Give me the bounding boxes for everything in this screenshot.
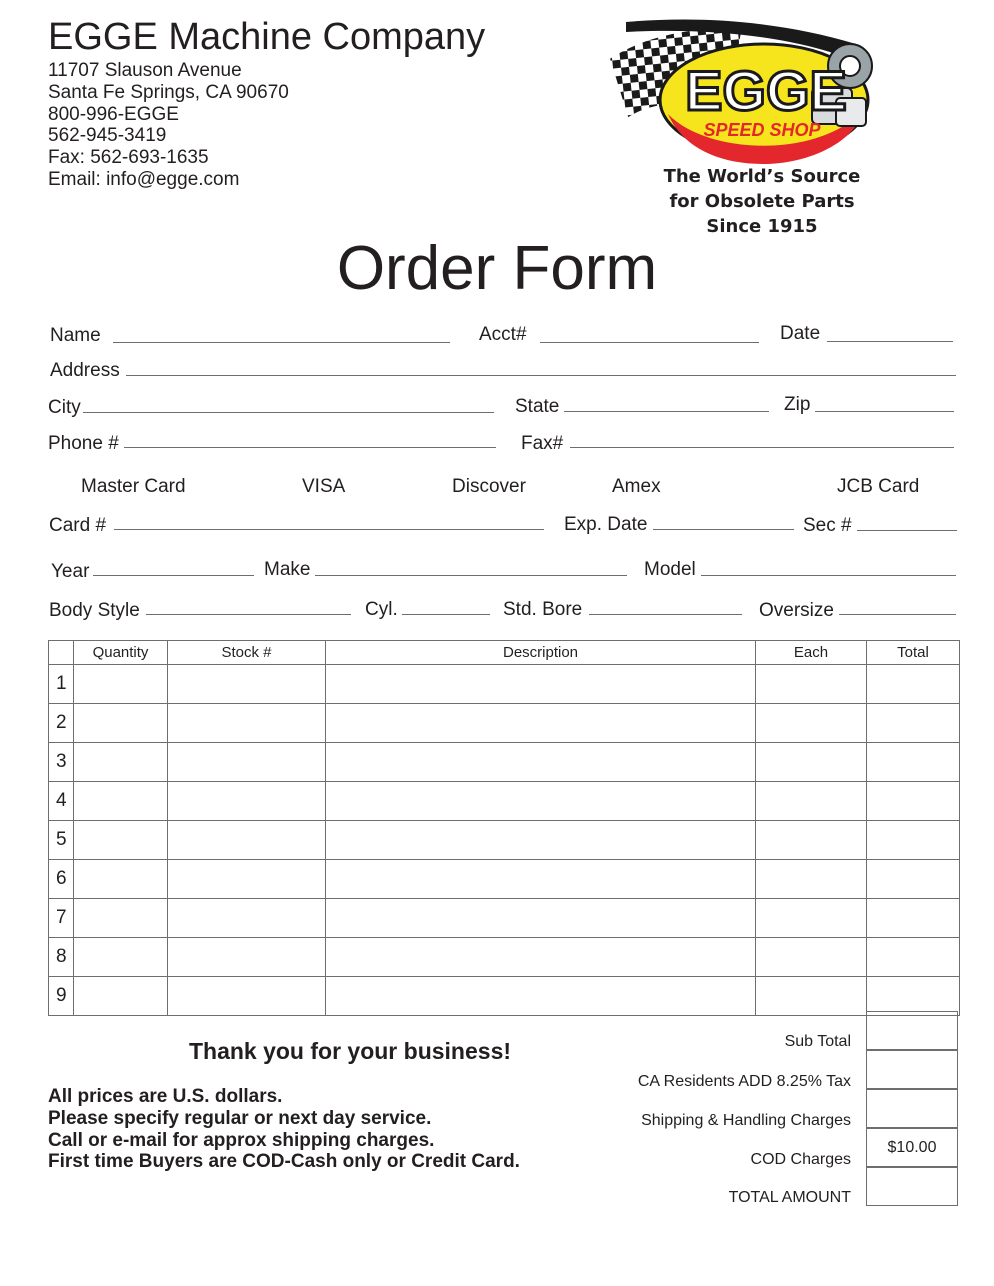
date-label: Date xyxy=(780,323,821,344)
logo-graphic xyxy=(606,14,896,246)
table-row xyxy=(49,782,960,821)
page-title: Order Form xyxy=(336,234,658,303)
exp-date-field[interactable] xyxy=(653,529,794,530)
phone-line: 800-996-EGGE xyxy=(48,103,179,125)
quantity-cell[interactable] xyxy=(74,743,168,782)
city-label: City xyxy=(48,397,81,418)
quantity-cell[interactable] xyxy=(74,899,168,938)
description-cell[interactable] xyxy=(326,938,756,977)
body-style-field[interactable] xyxy=(146,614,351,615)
fax-label: Fax# xyxy=(521,433,564,454)
card-number-label: Card # xyxy=(49,515,107,536)
stock-number-cell[interactable] xyxy=(168,704,326,743)
zip-label: Zip xyxy=(784,394,811,415)
description-cell[interactable] xyxy=(326,665,756,704)
each-cell[interactable] xyxy=(756,899,867,938)
each-cell[interactable] xyxy=(756,665,867,704)
row-number: 7 xyxy=(49,899,74,938)
row-number: 2 xyxy=(49,704,74,743)
row-number: 4 xyxy=(49,782,74,821)
order-notes xyxy=(48,1086,520,1173)
col-header-description: Description xyxy=(326,641,756,665)
note-line: All prices are U.S. dollars. xyxy=(48,1086,283,1107)
name-field[interactable] xyxy=(113,342,450,343)
logo-tagline-3: Since 1915 xyxy=(706,216,818,237)
company-name: EGGE Machine Company xyxy=(48,16,486,58)
description-cell[interactable] xyxy=(326,977,756,1016)
total-cell[interactable] xyxy=(867,977,960,1016)
table-row xyxy=(49,899,960,938)
note-line: Please specify regular or next day service. xyxy=(48,1107,432,1129)
city-field[interactable] xyxy=(83,412,494,413)
address-line: Santa Fe Springs, CA 90670 xyxy=(48,81,289,103)
table-row xyxy=(49,860,960,899)
each-cell[interactable] xyxy=(756,860,867,899)
total-cell[interactable] xyxy=(867,860,960,899)
col-header-stock-number: Stock # xyxy=(168,641,326,665)
quantity-cell[interactable] xyxy=(74,860,168,899)
make-field[interactable] xyxy=(315,575,627,576)
tax-field[interactable] xyxy=(866,1050,958,1089)
total-cell[interactable] xyxy=(867,821,960,860)
exp-date-label: Exp. Date xyxy=(564,514,648,535)
phone-label: Phone # xyxy=(48,433,119,454)
col-header-total: Total xyxy=(867,641,960,665)
year-field[interactable] xyxy=(93,575,254,576)
stock-number-cell[interactable] xyxy=(168,977,326,1016)
col-header-quantity: Quantity xyxy=(74,641,168,665)
row-number: 1 xyxy=(49,665,74,704)
cyl-label: Cyl. xyxy=(365,599,398,620)
sec-number-label: Sec # xyxy=(803,515,852,536)
note-line: First time Buyers are COD-Cash only or Credit Card. xyxy=(48,1151,520,1173)
order-items-table xyxy=(48,640,960,1016)
table-row xyxy=(49,977,960,1016)
logo-brand-text: EGGE xyxy=(685,59,847,122)
row-number: 5 xyxy=(49,821,74,860)
stock-number-cell[interactable] xyxy=(168,860,326,899)
quantity-cell[interactable] xyxy=(74,782,168,821)
card-option-visa[interactable]: VISA xyxy=(302,476,346,497)
fax-line: Fax: 562-693-1635 xyxy=(48,147,209,169)
stock-number-cell[interactable] xyxy=(168,821,326,860)
name-label: Name xyxy=(50,325,101,346)
description-cell[interactable] xyxy=(326,821,756,860)
each-cell[interactable] xyxy=(756,743,867,782)
table-row xyxy=(49,743,960,782)
row-number: 9 xyxy=(49,977,74,1016)
email-line: Email: info@egge.com xyxy=(48,168,240,190)
total-cell[interactable] xyxy=(867,782,960,821)
address-label: Address xyxy=(50,360,120,381)
stock-number-cell[interactable] xyxy=(168,938,326,977)
description-cell[interactable] xyxy=(326,782,756,821)
fax-field[interactable] xyxy=(570,447,954,448)
oversize-field[interactable] xyxy=(839,614,956,615)
quantity-cell[interactable] xyxy=(74,938,168,977)
description-cell[interactable] xyxy=(326,860,756,899)
logo-tagline-2: for Obsolete Parts xyxy=(669,191,855,212)
tax-label: CA Residents ADD 8.25% Tax xyxy=(637,1073,851,1090)
card-option-amex[interactable]: Amex xyxy=(612,476,661,497)
description-cell[interactable] xyxy=(326,704,756,743)
acct-label: Acct# xyxy=(479,324,527,345)
shipping-field[interactable] xyxy=(866,1089,958,1128)
stock-number-cell[interactable] xyxy=(168,743,326,782)
each-cell[interactable] xyxy=(756,782,867,821)
quantity-cell[interactable] xyxy=(74,977,168,1016)
company-address xyxy=(48,60,289,191)
egge-speed-shop-logo xyxy=(606,14,896,246)
acct-field[interactable] xyxy=(540,342,759,343)
year-label: Year xyxy=(51,561,90,582)
table-header-row xyxy=(49,641,960,665)
row-number: 8 xyxy=(49,938,74,977)
stock-number-cell[interactable] xyxy=(168,782,326,821)
zip-field[interactable] xyxy=(815,411,954,412)
cod-field[interactable]: $10.00 xyxy=(866,1128,958,1167)
table-row xyxy=(49,821,960,860)
note-line: Call or e-mail for approx shipping charges. xyxy=(48,1129,435,1151)
address-field[interactable] xyxy=(126,375,956,376)
total-cell[interactable] xyxy=(867,743,960,782)
card-option-jcb[interactable]: JCB Card xyxy=(837,476,920,497)
quantity-cell[interactable] xyxy=(74,821,168,860)
date-field[interactable] xyxy=(827,341,953,342)
state-label: State xyxy=(515,396,560,417)
shipping-label: Shipping & Handling Charges xyxy=(641,1112,851,1129)
sec-number-field[interactable] xyxy=(857,530,957,531)
each-cell[interactable] xyxy=(756,704,867,743)
total-cell[interactable] xyxy=(867,899,960,938)
stock-number-cell[interactable] xyxy=(168,665,326,704)
total-cell[interactable] xyxy=(867,938,960,977)
description-cell[interactable] xyxy=(326,899,756,938)
each-cell[interactable] xyxy=(756,821,867,860)
card-option-mastercard[interactable]: Master Card xyxy=(81,476,186,497)
description-cell[interactable] xyxy=(326,743,756,782)
std-bore-field[interactable] xyxy=(589,614,742,615)
table-row xyxy=(49,665,960,704)
sub-total-field[interactable] xyxy=(866,1011,958,1050)
each-cell[interactable] xyxy=(756,977,867,1016)
sub-total-label: Sub Total xyxy=(784,1033,851,1050)
table-row xyxy=(49,704,960,743)
stock-number-cell[interactable] xyxy=(168,899,326,938)
model-field[interactable] xyxy=(701,575,956,576)
total-amount-label: TOTAL AMOUNT xyxy=(728,1189,851,1206)
state-field[interactable] xyxy=(564,411,769,412)
col-header-line-number xyxy=(49,641,74,665)
total-cell[interactable] xyxy=(867,665,960,704)
cyl-field[interactable] xyxy=(402,614,490,615)
cod-label: COD Charges xyxy=(750,1151,851,1168)
make-label: Make xyxy=(264,559,311,580)
quantity-cell[interactable] xyxy=(74,665,168,704)
body-style-label: Body Style xyxy=(49,600,140,621)
table-row xyxy=(49,938,960,977)
phone-field[interactable] xyxy=(124,447,496,448)
card-number-field[interactable] xyxy=(114,529,544,530)
oversize-label: Oversize xyxy=(759,600,834,621)
row-number: 3 xyxy=(49,743,74,782)
quantity-cell[interactable] xyxy=(74,704,168,743)
card-option-discover[interactable]: Discover xyxy=(452,476,526,497)
logo-tagline-1: The World’s Source xyxy=(663,166,861,187)
logo-sub-text: SPEED SHOP xyxy=(703,120,821,140)
phone-line: 562-945-3419 xyxy=(48,125,167,147)
model-label: Model xyxy=(644,559,696,580)
thank-you-message: Thank you for your business! xyxy=(188,1038,512,1064)
total-amount-field[interactable] xyxy=(866,1167,958,1206)
std-bore-label: Std. Bore xyxy=(503,599,583,620)
total-cell[interactable] xyxy=(867,704,960,743)
row-number: 6 xyxy=(49,860,74,899)
each-cell[interactable] xyxy=(756,938,867,977)
address-line: 11707 Slauson Avenue xyxy=(48,60,242,81)
col-header-each: Each xyxy=(756,641,867,665)
